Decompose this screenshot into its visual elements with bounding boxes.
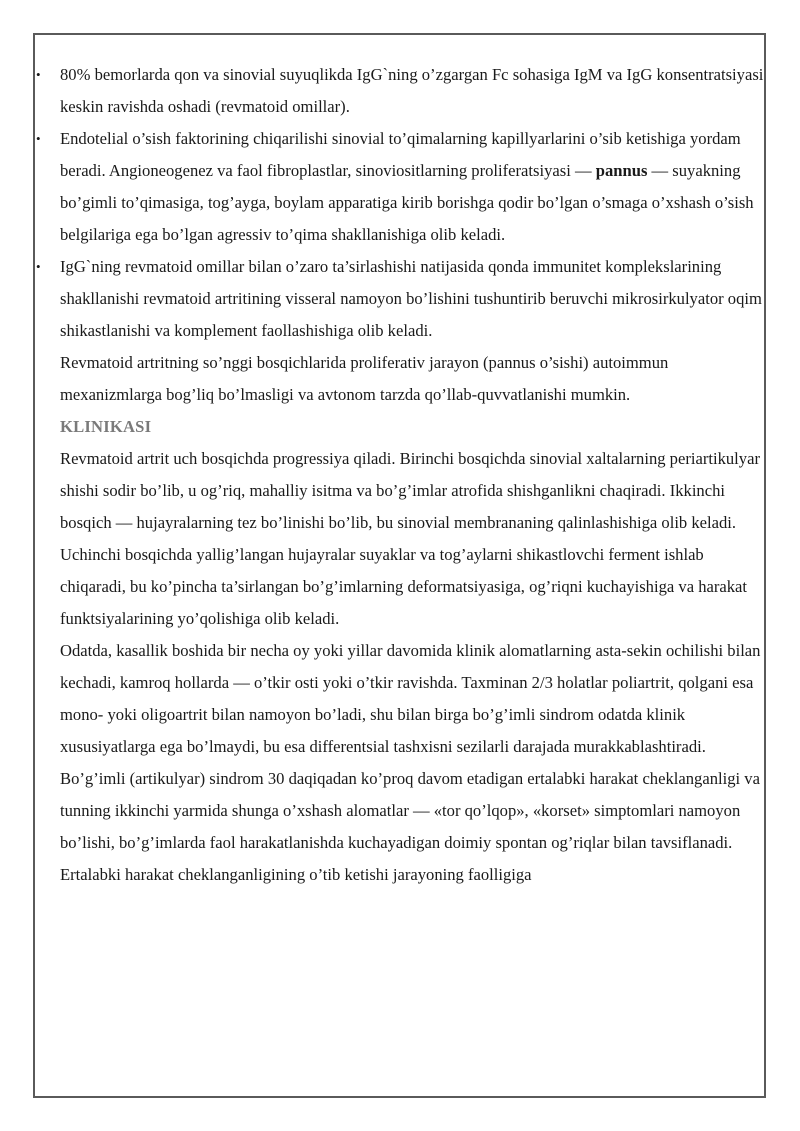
document-body [36,59,765,891]
paragraph: Odatda, kasallik boshida bir necha oy yoki yillar davomida klinik alomatlarning asta-sekin ochilishi bilan kechadi, kamroq hollarda — o’tkir osti yoki o’tkir ravishda. Taxminan 2/3 holatlar poliartrit, qolgani esa mono- yoki oligoartrit bilan namoyon bo’ladi, shu bilan birga bo’g’imli sindrom odatda klinik xususiyatlarga ega bo’lmaydi, bu esa differentsial tashxisni sezilarli darajada murakkablashtiradi. Bo’g’imli (artikulyar) sindrom 30 daqiqadan ko’proq davom etadigan ertalabki harakat cheklanganligi va tunning ikkinchi yarmida shunga o’xshash alomatlar — «tor qo’lqop», «korset» simptomlari namoyon bo’lishi, bo’g’imlarda faol harakatlanishda kuchayadigan doimiy spontan og’riqlar bilan tavsiflanadi. Ertalabki harakat cheklanganligining o’tib ketishi jarayoning faolligiga [60,641,761,884]
paragraph: Revmatoid artrit uch bosqichda progressiya qiladi. Birinchi bosqichda sinovial xaltalarning periartikulyar shishi sodir bo’lib, u og’riq, mahalliy isitma va bo’g’imlar atrofida shishganlikni chaqiradi. Ikkinchi bosqich — hujayralarning tez bo’linishi bo’lib, bu sinovial membrananing qalinlashishiga olib keladi. Uchinchi bosqichda yallig’langan hujayralar suyaklar va tog’aylarni shikastlovchi ferment ishlab chiqaradi, bu ko’pincha ta’sirlangan bo’g’imlarning deformatsiyasiga, og’riqni kuchayishiga va harakat funktsiyalarining yo’qolishiga olib keladi. [60,449,760,628]
bullet-icon: • [36,67,41,82]
paragraph: Revmatoid artritning so’nggi bosqichlarida proliferativ jarayon (pannus o’sishi) autoimmun mexanizmlarga bog’liq bo’lmasligi va avtonom tarzda qo’llab-quvvatlanishi mumkin. [60,353,669,404]
list-item [36,123,765,251]
section-heading: KLINIKASI [60,417,152,436]
bullet-icon: • [36,131,41,146]
list-item-text: IgG`ning revmatoid omillar bilan o’zaro ta’sirlashishi natijasida qonda immunitet komplekslarining shakllanishi revmatoid artritining visseral namoyon bo’lishini tushuntirib beruvchi mikrosirkulyator oqim shikastlanishi va komplement faollashishiga olib keladi. [60,257,762,340]
list-item [36,251,765,347]
list-item [36,59,765,123]
list-item-text: — suyakning bo’gimli to’qimasiga, tog’ayga, boylam apparatiga kirib borishga qodir bo’lgan o’smaga o’xshash o’sish belgilariga ega bo’lgan agressiv to’qima shakllanishiga olib keladi. [60,161,754,244]
page-frame [33,33,766,1098]
list-item-text: Endotelial o’sish faktorining chiqarilishi sinovial to’qimalarning kapillyarlarini o’sib ketishiga yordam beradi. Angioneogenez va faol fibroplastlar, sinoviositlarning proliferatsiyasi — [60,129,741,180]
bullet-icon: • [36,259,41,274]
list-item-text: 80% bemorlarda qon va sinovial suyuqlikda IgG`ning o’zgargan Fc sohasiga IgM va IgG konsentratsiyasi keskin ravishda oshadi (revmatoid omillar). [60,65,764,116]
bold-term: pannus [595,161,648,180]
